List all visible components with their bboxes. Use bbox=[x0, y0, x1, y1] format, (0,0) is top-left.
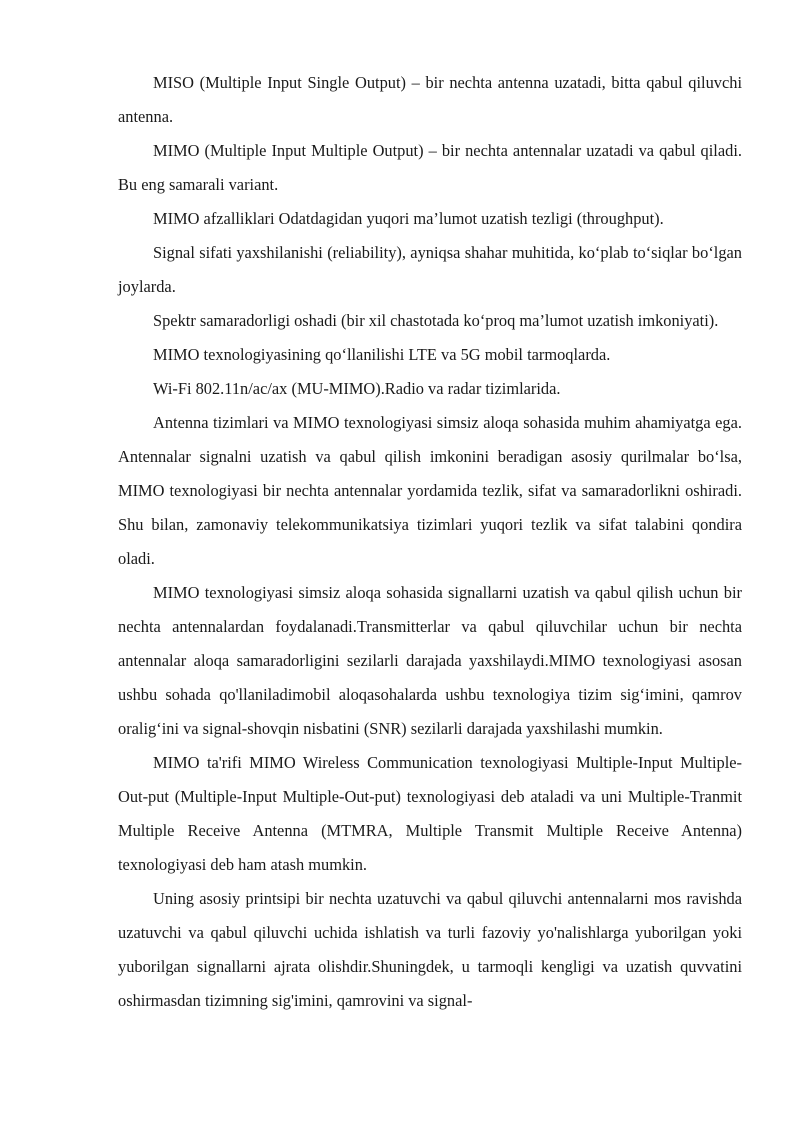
paragraph-mimo-definition-detailed: MIMO ta'rifi MIMO Wireless Communication texnologiyasi Multiple-Input Multiple-Out-put (Multiple-Input Multiple-Out-put) texnologiyasi deb ataladi va uni Multiple-Tranmit Multiple Receive Antenna (MTMRA, Multiple Transmit Multiple Receive Antenna) texnologiyasi deb ham atash mumkin. bbox=[118, 753, 742, 874]
paragraph-principle: Uning asosiy printsipi bir nechta uzatuvchi va qabul qiluvchi antennalarni mos ravishda uzatuvchi va qabul qiluvchi uchida ishlatish va turli fazoviy yo'nalishlarga yuborilgan yoki yuborilgan signallarni ajrata olishdir.Shuningdek, u tarmoqli kengligi va uzatish quvvatini oshirmasdan tizimning sig'imini, qamrovini va signal- bbox=[118, 889, 742, 1010]
paragraph-wifi: Wi-Fi 802.11n/ac/ax (MU-MIMO).Radio va radar tizimlarida. bbox=[153, 379, 561, 398]
paragraph-mimo-definition: MIMO (Multiple Input Multiple Output) – bir nechta antennalar uzatadi va qabul qiladi. Bu eng samarali variant. bbox=[118, 141, 742, 194]
paragraph-mimo-technology: MIMO texnologiyasi simsiz aloqa sohasida signallarni uzatish va qabul qilish uchun bir nechta antennalardan foydalanadi.Transmitterlar va qabul qiluvchilar uchun bir nechta antennalar aloqa samaradorligini sezilarli darajada yaxshilaydi.MIMO texnologiyasi asosan ushbu sohada qo'llaniladimobil aloqasohalarda ushbu texnologiya tizim sig‘imini, qamrov oralig‘ini va signal-shovqin nisbatini (SNR) sezilarli darajada yaxshilashi mumkin. bbox=[118, 583, 742, 738]
paragraph-antenna-systems: Antenna tizimlari va MIMO texnologiyasi simsiz aloqa sohasida muhim ahamiyatga ega. Antennalar signalni uzatish va qabul qilish imkonini beradigan asosiy qurilmalar bo‘lsa, MIMO texnologiyasi bir nechta antennalar yordamida tezlik, sifat va samaradorlikni oshiradi. Shu bilan, zamonaviy telekommunikatsiya tizimlari yuqori tezlik va sifat talabini qondira oladi. bbox=[118, 413, 742, 568]
paragraph-mimo-usage: MIMO texnologiyasining qo‘llanilishi LTE va 5G mobil tarmoqlarda. bbox=[153, 345, 611, 364]
paragraph-spectrum-efficiency: Spektr samaradorligi oshadi (bir xil chastotada ko‘proq ma’lumot uzatish imkoniyati). bbox=[153, 311, 719, 330]
paragraph-miso: MISO (Multiple Input Single Output) – bir nechta antenna uzatadi, bitta qabul qiluvchi antenna. bbox=[118, 73, 742, 126]
paragraph-mimo-advantages: MIMO afzalliklari Odatdagidan yuqori ma’lumot uzatish tezligi (throughput). bbox=[153, 209, 664, 228]
paragraph-signal-quality: Signal sifati yaxshilanishi (reliability), ayniqsa shahar muhitida, ko‘plab to‘siqlar bo‘lgan joylarda. bbox=[118, 243, 742, 296]
document-page bbox=[118, 66, 742, 1018]
